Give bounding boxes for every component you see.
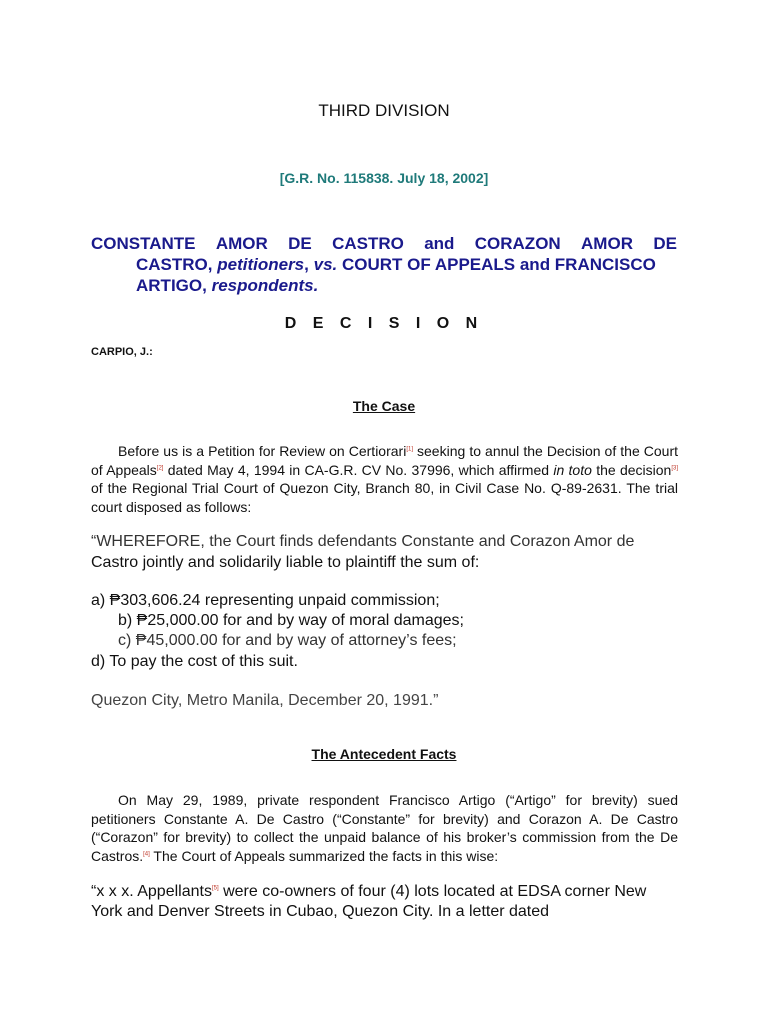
dispositive-line-1: “WHEREFORE, the Court finds defendants Constante and Corazon Amor de (91, 533, 635, 550)
case-title-line-3 (91, 275, 677, 296)
title-word: CORAZON (474, 234, 561, 253)
case-title-line-2 (91, 254, 677, 275)
dispositive-item-a: a) ₱303,606.24 representing unpaid commission; (91, 592, 440, 609)
title-text: CASTRO, (136, 255, 213, 274)
section-heading-case (0, 398, 768, 416)
section-heading-facts (0, 746, 768, 764)
title-text: , (304, 255, 309, 274)
quote-text: were co-owners of four (4) lots located at EDSA corner New York and Denver Streets in Cubao, Quezon City. In a letter dated (91, 883, 647, 920)
footnote-link[interactable]: [1] (406, 446, 413, 453)
footnote-link[interactable]: [4] (143, 850, 150, 857)
appellate-quote (91, 882, 681, 922)
emphasis-text: in toto (553, 461, 592, 478)
paragraph-text: The Court of Appeals summarized the facts in this wise: (149, 847, 499, 864)
title-word: AMOR (581, 234, 633, 253)
ponente: CARPIO, J.: (91, 346, 153, 358)
paragraph-text: On May 29, 1989, private respondent Francisco Artigo (“Artigo” for brevity) sued petitioners Constante A. De Castro (“Constante” for brevity) and Corazon A. De Castro (“Corazon” for brevity) to collect the unpaid balance of his broker’s commission from the De Castros. (91, 792, 678, 864)
heading-text: The Case (352, 398, 416, 414)
dispositive-line-2: Castro jointly and solidarily liable to plaintiff the sum of: (91, 554, 480, 571)
party-role: petitioners (217, 255, 305, 274)
paragraph-text: of the Regional Trial Court of Quezon City, Branch 80, in Civil Case No. Q-89-2631. The trial court disposed as follows: (91, 480, 678, 515)
title-word: CONSTANTE (91, 234, 196, 253)
quote-text: “x x x. Appellants (91, 883, 212, 900)
paragraph-text: seeking to annul the Decision of the Court of Appeals (91, 443, 678, 478)
case-title-line-1 (91, 233, 677, 254)
title-text: ARTIGO, (136, 276, 207, 295)
facts-paragraph (91, 791, 678, 865)
case-number: [G.R. No. 115838. July 18, 2002] (279, 170, 489, 186)
footnote-link[interactable]: [2] (156, 464, 164, 471)
dispositive-place-date: Quezon City, Metro Manila, December 20, 1991.” (91, 692, 439, 709)
case-title (91, 233, 677, 296)
footnote-link[interactable]: [5] (211, 885, 219, 892)
heading-text: The Antecedent Facts (311, 746, 457, 762)
title-word: DE (288, 234, 312, 253)
title-text: COURT OF APPEALS and FRANCISCO (337, 255, 656, 274)
footnote-link[interactable]: [3] (671, 464, 679, 471)
dispositive-item-d: d) To pay the cost of this suit. (91, 653, 298, 670)
title-word: and (424, 234, 455, 253)
decision-title: D E C I S I O N (284, 315, 484, 332)
case-paragraph (91, 442, 678, 516)
title-word: AMOR (215, 234, 268, 253)
paragraph-text: the decision (591, 461, 672, 478)
dispositive-item-c: c) ₱45,000.00 for and by way of attorney’s fees; (118, 632, 457, 649)
title-word: CASTRO (332, 234, 404, 253)
title-word: DE (653, 234, 677, 253)
division-heading: THIRD DIVISION (318, 101, 450, 120)
versus-text: vs. (313, 255, 338, 274)
dispositive-item-b: b) ₱25,000.00 for and by way of moral damages; (118, 612, 464, 629)
party-role: respondents. (211, 276, 319, 295)
paragraph-text: dated May 4, 1994 in CA-G.R. CV No. 37996, which affirmed (163, 461, 554, 478)
paragraph-text: Before us is a Petition for Review on Certiorari (118, 443, 407, 459)
